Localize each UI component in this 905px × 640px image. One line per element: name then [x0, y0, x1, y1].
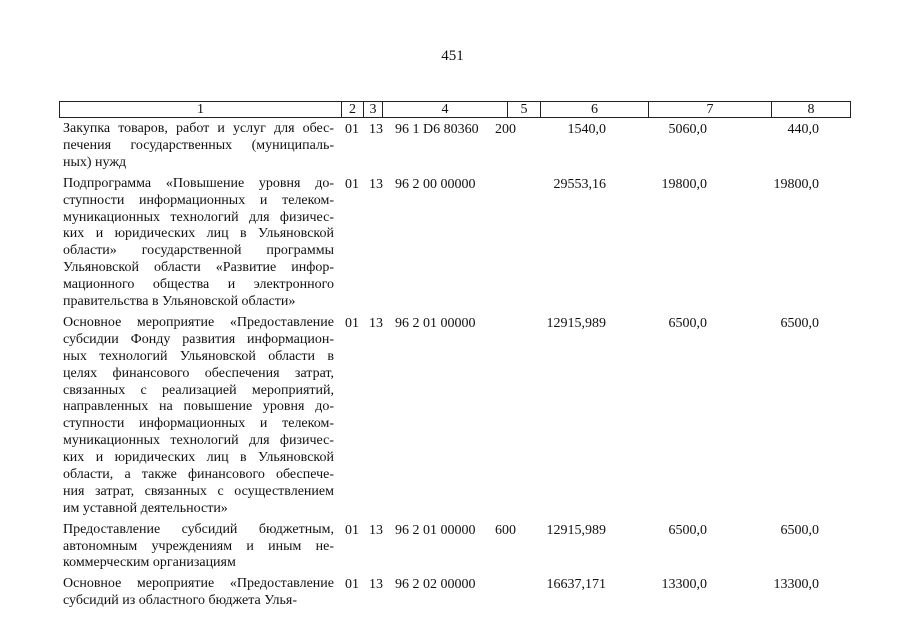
- amount-col6-cell: 1540,0: [567, 122, 606, 137]
- podrazdel-cell: 13: [369, 315, 383, 331]
- row-name: [63, 176, 334, 311]
- razdel-cell: 01: [345, 122, 359, 137]
- row-name-line: направленных на повышение уровня до-: [63, 399, 334, 415]
- razdel-cell: 01: [345, 522, 359, 538]
- amount-col6-cell: 12915,989: [546, 522, 606, 538]
- amount-col6-cell: 29553,16: [553, 176, 606, 192]
- row-name: [63, 315, 334, 518]
- table-row: [0, 576, 905, 610]
- row-name: [63, 522, 334, 573]
- row-name-line: Подпрограмма «Повышение уровня до-: [63, 175, 334, 191]
- target-article-cell: 96 1 D6 80360: [395, 122, 479, 137]
- row-name-line: Основное мероприятие «Предоставление: [63, 576, 334, 592]
- row-name-line: ных технологий Ульяновской области в: [63, 348, 334, 364]
- table-row: [0, 176, 905, 315]
- row-name-line: печения государственных (муниципаль-: [63, 137, 334, 153]
- row-name-line: ступности информационных и телеком-: [63, 416, 334, 432]
- row-name: [63, 121, 334, 172]
- expense-type-cell: 200: [495, 122, 516, 137]
- expense-type-cell: 600: [495, 522, 516, 538]
- amount-col8-cell: 6500,0: [780, 522, 819, 538]
- header-col-5: 5: [508, 102, 541, 117]
- row-name-line: мационного общества и электронного: [63, 277, 334, 293]
- amount-col8-cell: 19800,0: [773, 176, 819, 192]
- header-col-3: 3: [364, 102, 383, 117]
- razdel-cell: 01: [345, 315, 359, 331]
- podrazdel-cell: 13: [369, 522, 383, 538]
- row-name-line: субсидии Фонду развития информацион-: [63, 331, 334, 347]
- razdel-cell: 01: [345, 176, 359, 192]
- table-row: [0, 522, 905, 577]
- header-col-6: 6: [541, 102, 649, 117]
- row-name-line: Закупка товаров, работ и услуг для обес-: [63, 121, 334, 136]
- target-article-cell: 96 2 01 00000: [395, 315, 476, 331]
- header-col-1: 1: [60, 102, 342, 117]
- amount-col6-cell: 16637,171: [546, 577, 606, 593]
- amount-col7-cell: 6500,0: [668, 522, 707, 538]
- row-name-line: ступности информационных и телеком-: [63, 192, 334, 208]
- header-col-7: 7: [649, 102, 772, 117]
- row-name-line: субсидий из областного бюджета Улья-: [63, 593, 298, 609]
- header-col-4: 4: [383, 102, 508, 117]
- row-name-line: правительства в Ульяновской области»: [63, 294, 296, 310]
- row-name-line: целях финансового обеспечения затрат,: [63, 365, 334, 381]
- row-name: [63, 576, 334, 610]
- table-header: [59, 101, 851, 118]
- table-row: [0, 315, 905, 522]
- row-name-line: Основное мероприятие «Предоставление: [63, 314, 334, 330]
- podrazdel-cell: 13: [369, 176, 383, 192]
- podrazdel-cell: 13: [369, 577, 383, 593]
- amount-col8-cell: 6500,0: [780, 315, 819, 331]
- razdel-cell: 01: [345, 577, 359, 593]
- row-name-line: Ульяновской области «Развитие инфор-: [63, 260, 334, 276]
- target-article-cell: 96 2 01 00000: [395, 522, 476, 538]
- row-name-line: ных) нужд: [63, 154, 127, 170]
- page-number: 451: [441, 48, 464, 64]
- table-body: [0, 121, 905, 610]
- header-col-2: 2: [342, 102, 364, 117]
- row-name-line: ких и юридических лиц в Ульяновской: [63, 450, 334, 466]
- row-name-line: области, а также финансового обеспече-: [63, 467, 334, 483]
- amount-col7-cell: 6500,0: [668, 315, 707, 331]
- amount-col6-cell: 12915,989: [546, 315, 606, 331]
- amount-col8-cell: 440,0: [787, 122, 819, 137]
- amount-col7-cell: 13300,0: [661, 577, 707, 593]
- row-name-line: муникационных технологий для физичес-: [63, 209, 334, 225]
- row-name-line: связанных с реализацией мероприятий,: [63, 382, 334, 398]
- row-name-line: им уставной деятельности»: [63, 500, 228, 516]
- row-name-line: коммерческим организациям: [63, 555, 236, 571]
- row-name-line: Предоставление субсидий бюджетным,: [63, 521, 334, 537]
- row-name-line: ния затрат, связанных с осуществлением: [63, 483, 334, 499]
- amount-col7-cell: 19800,0: [661, 176, 707, 192]
- header-col-8: 8: [807, 102, 815, 117]
- row-name-line: муникационных технологий для физичес-: [63, 433, 334, 449]
- amount-col8-cell: 13300,0: [773, 577, 819, 593]
- row-name-line: области» государственной программы: [63, 243, 334, 259]
- podrazdel-cell: 13: [369, 122, 383, 137]
- amount-col7-cell: 5060,0: [668, 122, 707, 137]
- row-name-line: ких и юридических лиц в Ульяновской: [63, 226, 334, 242]
- row-name-line: автономным учреждениям и иным не-: [63, 538, 334, 554]
- target-article-cell: 96 2 00 00000: [395, 176, 476, 192]
- target-article-cell: 96 2 02 00000: [395, 577, 476, 593]
- table-row: [0, 121, 905, 176]
